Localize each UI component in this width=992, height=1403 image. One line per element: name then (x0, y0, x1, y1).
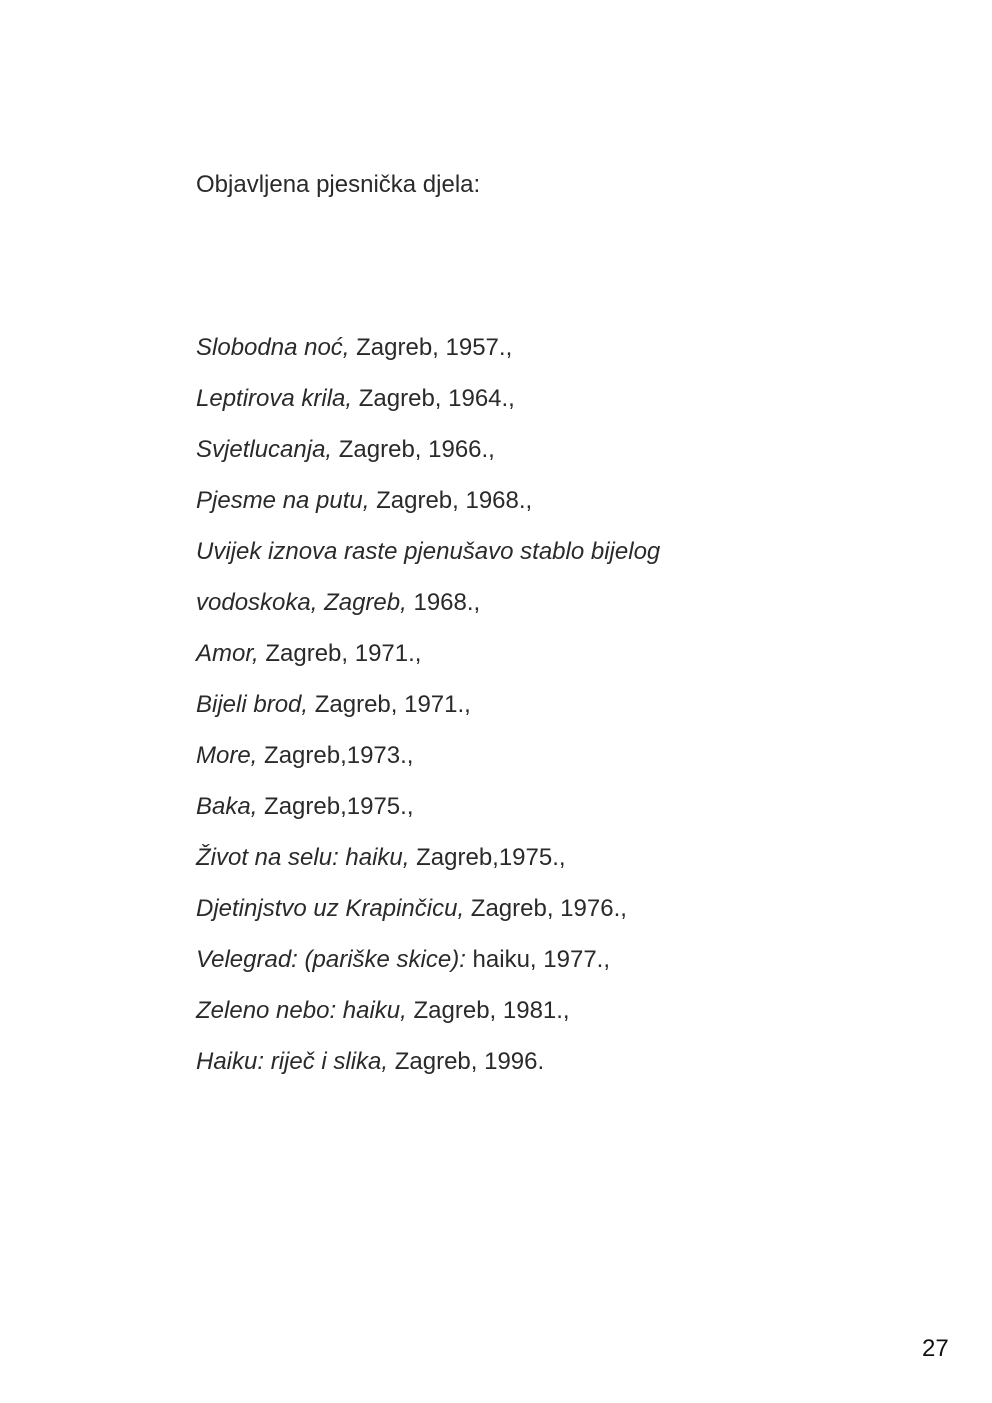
work-details: Zagreb, 1971., (258, 640, 422, 667)
work-details: Zagreb, 1971., (308, 691, 471, 718)
list-item (196, 333, 660, 384)
work-details: Zagreb, 1966., (332, 436, 495, 463)
list-item (196, 1047, 660, 1098)
list-item (196, 996, 660, 1047)
work-title: Pjesme na putu, (196, 487, 370, 514)
work-title: Svjetlucanja, (196, 436, 333, 463)
work-title: More, (196, 742, 258, 769)
page-heading: Objavljena pjesnička djela: (196, 171, 481, 198)
work-title: Zeleno nebo: haiku, (196, 997, 407, 1024)
work-details: Zagreb,1975., (409, 844, 566, 871)
list-item (196, 486, 660, 537)
list-item (196, 690, 660, 741)
work-title: Slobodna noć, (196, 334, 350, 361)
work-title: Djetinjstvo uz Krapinčicu, (196, 895, 465, 922)
work-title: vodoskoka, Zagreb, (196, 589, 407, 616)
list-item (196, 435, 660, 486)
work-title: Velegrad: (pariške skice): (196, 946, 466, 973)
list-item (196, 894, 660, 945)
list-item (196, 537, 660, 588)
work-details: Zagreb, 1981., (406, 997, 570, 1024)
work-title: Haiku: riječ i slika, (196, 1048, 389, 1075)
page-number: 27 (922, 1335, 949, 1362)
work-title: Bijeli brod, (196, 691, 309, 718)
work-details: Zagreb, 1976., (464, 895, 627, 922)
work-title: Baka, (196, 793, 258, 820)
list-item (196, 639, 660, 690)
work-details: Zagreb, 1957., (349, 334, 513, 361)
work-details: 1968., (406, 589, 481, 616)
published-works-list (196, 333, 660, 1098)
list-item (196, 384, 660, 435)
list-item (196, 843, 660, 894)
work-details: Zagreb,1973., (257, 742, 414, 769)
work-details: Zagreb, 1968., (369, 487, 533, 514)
work-details: Zagreb,1975., (257, 793, 414, 820)
work-title: Život na selu: haiku, (196, 844, 410, 871)
list-item (196, 588, 660, 639)
work-title: Amor, (196, 640, 259, 667)
work-title: Leptirova krila, (196, 385, 353, 412)
work-details: haiku, 1977., (465, 946, 610, 973)
work-details: Zagreb, 1964., (352, 385, 515, 412)
list-item (196, 792, 660, 843)
work-title: Uvijek iznova raste pjenušavo stablo bijelog (196, 538, 661, 565)
list-item (196, 741, 660, 792)
work-details: Zagreb, 1996. (388, 1048, 545, 1075)
list-item (196, 945, 660, 996)
